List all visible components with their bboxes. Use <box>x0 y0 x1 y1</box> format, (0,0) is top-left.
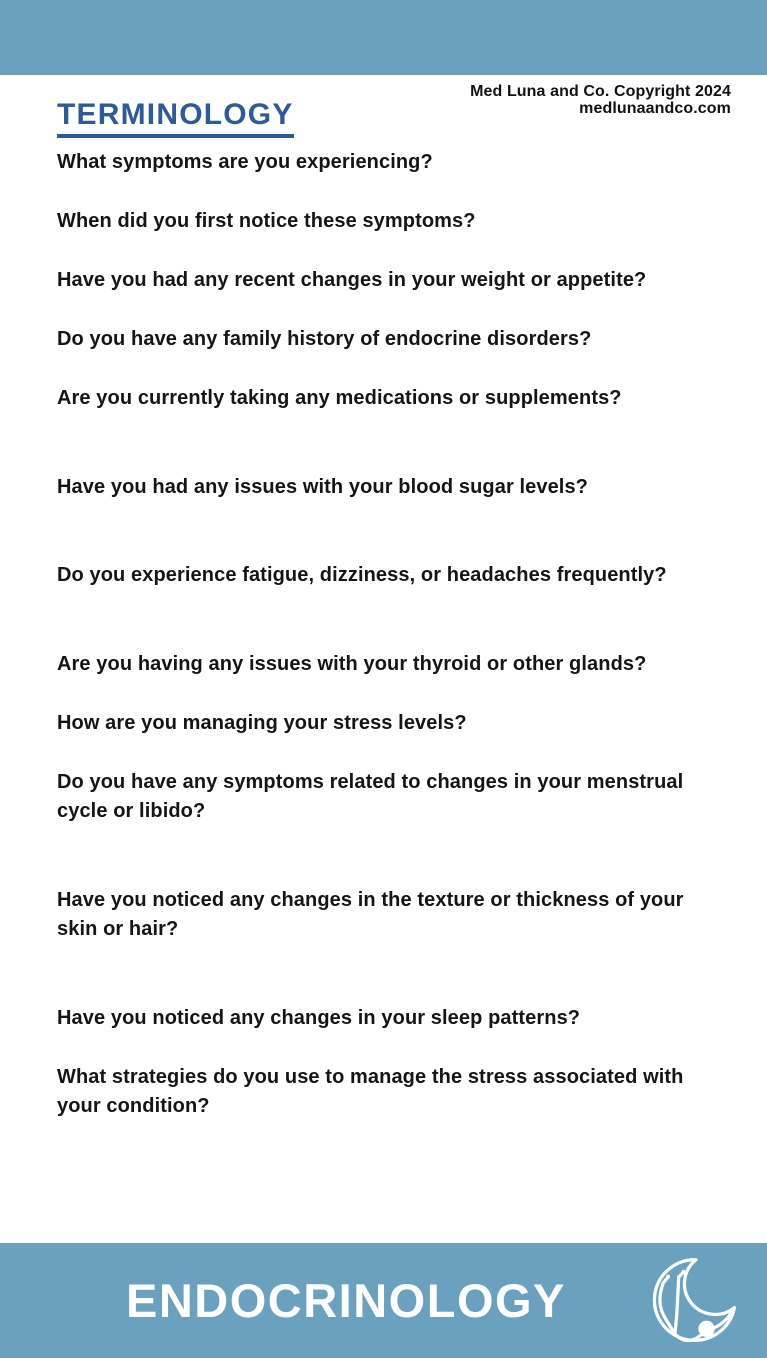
question-item: Do you have any symptoms related to changes in your menstrual cycle or libido? <box>57 770 684 822</box>
question-item: Do you have any family history of endocrine disorders? <box>57 328 592 350</box>
question-item: Have you noticed any changes in your sleep patterns? <box>57 1006 581 1029</box>
question-item: Do you experience fatigue, dizziness, or headaches frequently? <box>57 564 667 586</box>
copyright-line: Med Luna and Co. Copyright 2024 <box>470 83 731 100</box>
page-header <box>0 75 767 138</box>
question-item: What strategies do you use to manage the stress associated with your condition? <box>57 1065 684 1117</box>
page-title: TERMINOLOGY <box>57 98 294 138</box>
question-item: Are you having any issues with your thyroid or other glands? <box>57 652 647 675</box>
footer-band <box>0 1243 767 1358</box>
copyright-block <box>470 83 731 117</box>
question-item: What symptoms are you experiencing? <box>57 151 433 173</box>
footer-title: ENDOCRINOLOGY <box>126 1274 566 1327</box>
question-item: When did you first notice these symptoms? <box>57 210 476 232</box>
question-item: Have you noticed any changes in the texture or thickness of your skin or hair? <box>57 888 684 940</box>
question-item: Have you had any recent changes in your weight or appetite? <box>57 269 647 291</box>
question-item: Have you had any issues with your blood sugar levels? <box>57 475 589 498</box>
question-item: How are you managing your stress levels? <box>57 711 467 734</box>
website-url: medlunaandco.com <box>579 100 731 117</box>
top-color-band <box>0 0 767 75</box>
crescent-moon-stethoscope-icon <box>647 1253 743 1349</box>
question-item: Are you currently taking any medications or supplements? <box>57 387 622 409</box>
question-list <box>57 148 729 1122</box>
